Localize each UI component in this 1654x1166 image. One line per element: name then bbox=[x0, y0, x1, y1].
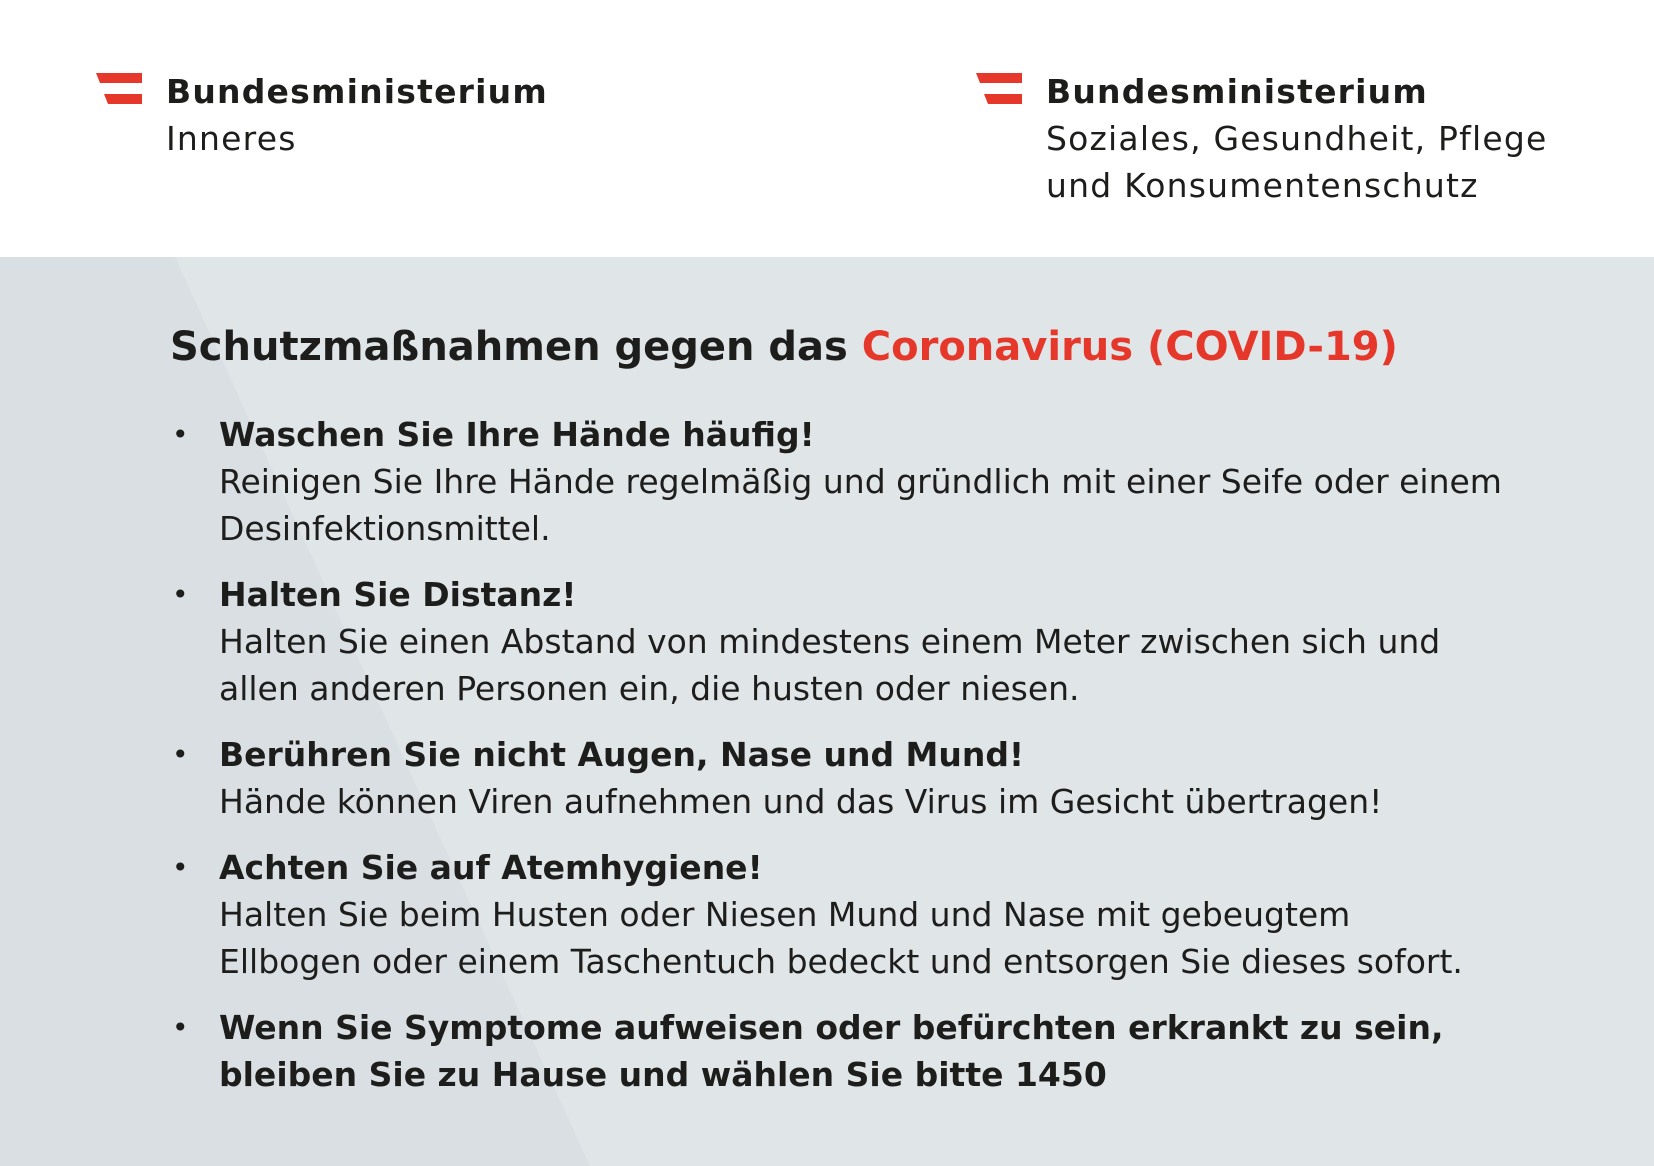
item-text: Halten Sie einen Abstand von mindestens einem Meter zwischen sich und bbox=[219, 622, 1441, 661]
bullet-icon: • bbox=[172, 578, 189, 611]
logo-text bbox=[166, 68, 548, 162]
bullet-icon: • bbox=[172, 418, 189, 451]
ministry-department-line-2: und Konsumentenschutz bbox=[1046, 166, 1479, 205]
item-text: Halten Sie beim Husten oder Niesen Mund und Nase mit gebeugtem bbox=[219, 895, 1351, 934]
item-text: Ellbogen oder einem Taschentuch bedeckt und entsorgen Sie dieses sofort. bbox=[219, 942, 1463, 981]
item-text: Desinfektionsmittel. bbox=[219, 509, 551, 548]
item-text: Reinigen Sie Ihre Hände regelmäßig und gründlich mit einer Seife oder einem bbox=[219, 462, 1502, 501]
list-item bbox=[170, 571, 1570, 712]
ministry-name: Bundesministerium bbox=[166, 72, 548, 111]
item-heading-line-2: bleiben Sie zu Hause und wählen Sie bitte 1450 bbox=[219, 1055, 1107, 1094]
list-item bbox=[170, 731, 1570, 825]
list-item bbox=[170, 1004, 1570, 1098]
title-accent: Coronavirus (COVID-19) bbox=[861, 324, 1398, 370]
bullet-icon: • bbox=[172, 738, 189, 771]
bullet-icon: • bbox=[172, 1011, 189, 1044]
list-item bbox=[170, 844, 1570, 985]
logo-text bbox=[1046, 68, 1547, 209]
item-heading: Achten Sie auf Atemhygiene! bbox=[219, 848, 763, 887]
ministry-name: Bundesministerium bbox=[1046, 72, 1428, 111]
list-item bbox=[170, 411, 1570, 552]
title-prefix: Schutzmaßnahmen gegen das bbox=[170, 324, 862, 370]
austrian-flag-icon bbox=[96, 73, 142, 105]
item-text: Hände können Viren aufnehmen und das Virus im Gesicht übertragen! bbox=[219, 782, 1383, 821]
item-heading: Waschen Sie Ihre Hände häufig! bbox=[219, 415, 815, 454]
measures-list bbox=[170, 411, 1570, 1117]
austrian-flag-icon bbox=[976, 73, 1022, 105]
header bbox=[0, 0, 1654, 257]
page-title bbox=[170, 322, 1398, 372]
bullet-icon: • bbox=[172, 851, 189, 884]
ministry-department: Inneres bbox=[166, 119, 297, 158]
item-heading: Wenn Sie Symptome aufweisen oder befürchten erkrankt zu sein, bbox=[219, 1008, 1444, 1047]
item-heading: Halten Sie Distanz! bbox=[219, 575, 577, 614]
info-panel bbox=[0, 257, 1654, 1166]
ministry-department-line-1: Soziales, Gesundheit, Pflege bbox=[1046, 119, 1548, 158]
item-text: allen anderen Personen ein, die husten oder niesen. bbox=[219, 669, 1080, 708]
item-heading: Berühren Sie nicht Augen, Nase und Mund! bbox=[219, 735, 1025, 774]
